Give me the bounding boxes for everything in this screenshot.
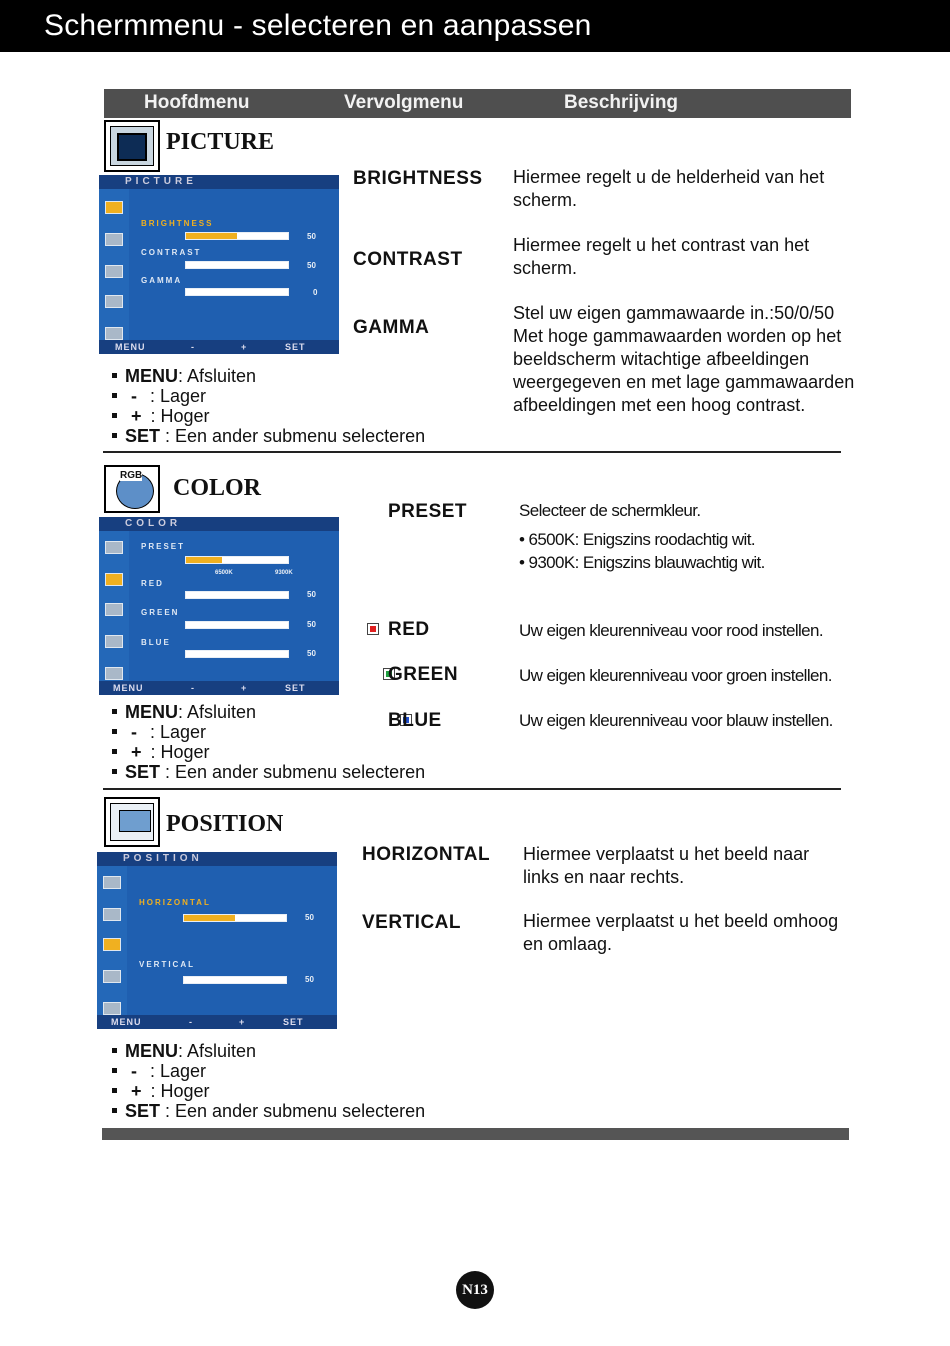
osd-preset-option: 6500K [215, 570, 233, 576]
position-osd [97, 852, 337, 1029]
osd-footer-minus: - [189, 1017, 193, 1027]
osd-color-icon [103, 908, 121, 921]
desc-contrast: Hiermee regelt u het contrast van het scherm. [513, 235, 810, 278]
osd-slider [185, 232, 289, 240]
osd-footer [97, 1015, 337, 1029]
osd-footer [99, 681, 339, 695]
osd-picture-icon [105, 541, 123, 554]
osd-title: COLOR [99, 517, 339, 531]
legend-minus-key: - [131, 1061, 137, 1081]
legend-minus-key: - [131, 386, 137, 406]
legend-plus-key: + [131, 742, 142, 762]
section-divider [103, 451, 841, 453]
osd-color-icon [105, 573, 123, 586]
color-osd [99, 517, 339, 695]
color-legend [112, 702, 425, 782]
page-title: Schermmenu - selecteren en aanpassen [44, 9, 592, 42]
osd-preset-option: 9300K [275, 570, 293, 576]
submenu-horizontal: HORIZONTAL [362, 844, 491, 865]
osd-sidebar [97, 866, 127, 1015]
column-main: Hoofdmenu [144, 92, 250, 113]
osd-slider [185, 591, 289, 599]
osd-item-label: BLUE [141, 638, 171, 647]
desc-brightness: Hiermee regelt u de helderheid van het scherm. [513, 167, 825, 210]
submenu-contrast: CONTRAST [353, 249, 463, 270]
osd-item-label: GAMMA [141, 276, 183, 285]
osd-title: PICTURE [99, 175, 339, 189]
osd-slider [185, 650, 289, 658]
red-swatch-icon [367, 623, 379, 635]
section-divider [103, 788, 841, 790]
osd-title: POSITION [97, 852, 337, 866]
osd-position-icon [105, 603, 123, 616]
osd-sidebar [99, 189, 129, 340]
osd-value: 50 [307, 232, 316, 241]
color-icon-text: RGB [120, 470, 143, 481]
osd-value: 50 [305, 975, 314, 984]
submenu-preset: PRESET [388, 501, 468, 522]
position-title: POSITION [166, 811, 284, 837]
osd-footer-plus: + [241, 683, 248, 693]
bottom-divider [102, 1128, 849, 1140]
picture-icon [104, 120, 160, 172]
osd-color-icon [105, 233, 123, 246]
osd-setup-icon [105, 667, 123, 680]
osd-footer-set: SET [285, 683, 306, 693]
osd-item-label: BRIGHTNESS [141, 219, 214, 228]
submenu-vertical: VERTICAL [362, 912, 461, 933]
osd-item-label: VERTICAL [139, 960, 195, 969]
legend-menu-key: MENU [125, 702, 178, 722]
color-icon [104, 465, 160, 513]
legend-set-text: : Een ander submenu selecteren [160, 762, 426, 782]
legend-minus-text: : Lager [145, 722, 207, 742]
picture-title: PICTURE [166, 129, 275, 155]
legend-minus-text: : Lager [145, 386, 207, 406]
page-title-bar [0, 0, 950, 52]
desc-preset: Selecteer de schermkleur. [519, 501, 701, 520]
position-icon [104, 797, 160, 847]
osd-position-icon [105, 265, 123, 278]
osd-value: 50 [307, 261, 316, 270]
desc-blue: Uw eigen kleurenniveau voor blauw instellen. [519, 711, 833, 730]
legend-minus-key: - [131, 722, 137, 742]
position-legend [112, 1041, 425, 1121]
osd-picture-icon [105, 201, 123, 214]
osd-slider [185, 288, 289, 296]
osd-tracking-icon [103, 970, 121, 983]
preset-option-6500k: • 6500K: Enigszins roodachtig wit. [519, 530, 755, 549]
osd-tracking-icon [105, 635, 123, 648]
legend-set-text: : Een ander submenu selecteren [160, 1101, 426, 1121]
desc-gamma: Stel uw eigen gammawaarde in.:50/0/50 Met hoge gammawaarden worden op het beeldscherm witachtige afbeeldingen weergegeven en met lage gammawaarden afbeeldingen met een hoog contrast. [513, 303, 855, 415]
osd-sidebar [99, 531, 129, 681]
osd-footer-plus: + [241, 342, 248, 352]
osd-footer-menu: MENU [111, 1017, 142, 1027]
osd-slider [183, 914, 287, 922]
legend-plus-text: : Hoger [145, 742, 210, 762]
color-title: COLOR [173, 475, 262, 501]
osd-slider [185, 621, 289, 629]
submenu-brightness: BRIGHTNESS [353, 168, 483, 189]
osd-footer-menu: MENU [113, 683, 144, 693]
desc-vertical: Hiermee verplaatst u het beeld omhoog en omlaag. [523, 911, 839, 954]
osd-item-label: CONTRAST [141, 248, 202, 257]
osd-setup-icon [105, 327, 123, 340]
osd-picture-icon [103, 876, 121, 889]
legend-menu-key: MENU [125, 366, 178, 386]
legend-set-key: SET [125, 1101, 161, 1121]
column-desc: Beschrijving [564, 92, 679, 113]
osd-item-label: PRESET [141, 542, 186, 551]
legend-menu-text: : Afsluiten [178, 366, 257, 386]
legend-menu-key: MENU [125, 1041, 178, 1061]
osd-footer [99, 340, 339, 354]
osd-slider [185, 556, 289, 564]
osd-value: 50 [305, 913, 314, 922]
desc-red: Uw eigen kleurenniveau voor rood instellen. [519, 621, 824, 640]
osd-position-icon [103, 938, 121, 951]
column-header [104, 89, 851, 118]
preset-option-9300k: • 9300K: Enigszins blauwachtig wit. [519, 553, 765, 572]
picture-legend [112, 366, 425, 446]
osd-footer-plus: + [239, 1017, 246, 1027]
osd-setup-icon [103, 1002, 121, 1015]
legend-menu-text: : Afsluiten [178, 702, 257, 722]
column-sub: Vervolgmenu [344, 92, 464, 113]
submenu-red: RED [388, 619, 430, 640]
submenu-blue: BLUE [388, 710, 442, 731]
legend-plus-key: + [131, 1081, 142, 1101]
osd-footer-set: SET [283, 1017, 304, 1027]
legend-plus-key: + [131, 406, 142, 426]
osd-footer-minus: - [191, 342, 195, 352]
legend-set-text: : Een ander submenu selecteren [160, 426, 426, 446]
legend-set-key: SET [125, 762, 161, 782]
osd-value: 50 [307, 590, 316, 599]
desc-green: Uw eigen kleurenniveau voor groen instellen. [519, 666, 832, 685]
osd-footer-minus: - [191, 683, 195, 693]
osd-item-label: GREEN [141, 608, 180, 617]
submenu-green: GREEN [388, 664, 459, 685]
legend-minus-text: : Lager [145, 1061, 207, 1081]
legend-menu-text: : Afsluiten [178, 1041, 257, 1061]
osd-footer-set: SET [285, 342, 306, 352]
osd-footer-menu: MENU [115, 342, 146, 352]
picture-osd [99, 175, 339, 354]
osd-item-label: RED [141, 579, 164, 588]
osd-value: 0 [313, 288, 318, 297]
legend-plus-text: : Hoger [145, 406, 210, 426]
osd-item-label: HORIZONTAL [139, 898, 211, 907]
desc-horizontal: Hiermee verplaatst u het beeld naar links en naar rechts. [523, 844, 810, 887]
osd-slider [185, 261, 289, 269]
osd-tracking-icon [105, 295, 123, 308]
osd-value: 50 [307, 649, 316, 658]
page-number: N13 [456, 1271, 494, 1309]
osd-value: 50 [307, 620, 316, 629]
submenu-gamma: GAMMA [353, 317, 430, 338]
legend-set-key: SET [125, 426, 161, 446]
osd-slider [183, 976, 287, 984]
legend-plus-text: : Hoger [145, 1081, 210, 1101]
